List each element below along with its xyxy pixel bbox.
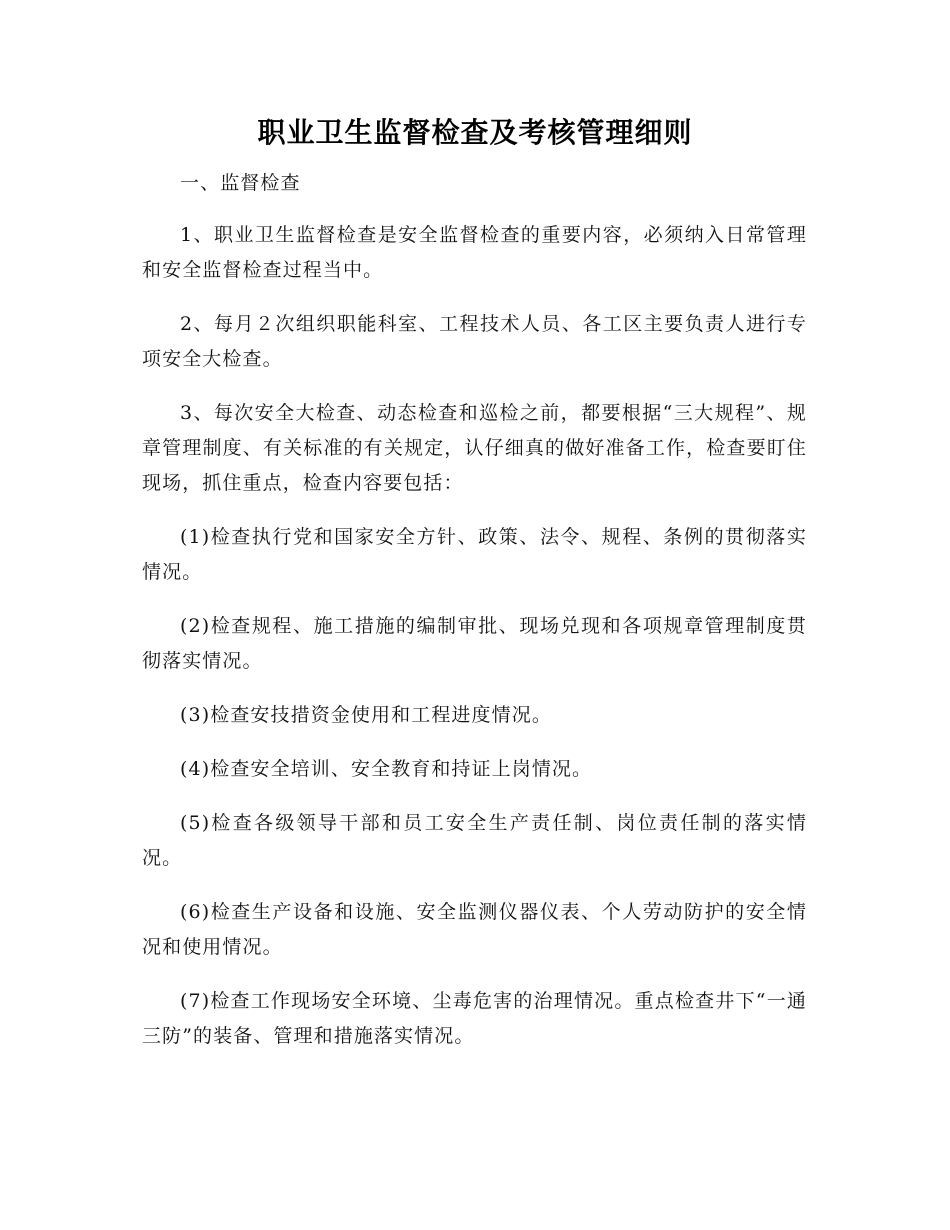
paragraph-subitem-3: (3)检查安技措资金使用和工程进度情况。 (180, 704, 552, 726)
paragraph-subitem-5: (5)检查各级领导干部和员工安全生产责任制、岗位责任制的落实情况。 (142, 812, 807, 869)
document-body (142, 166, 807, 1073)
paragraph-subitem-4: (4)检查安全培训、安全教育和持证上岗情况。 (180, 758, 593, 780)
paragraph-subitem-6: (6)检查生产设备和设施、安全监测仪器仪表、个人劳动防护的安全情况和使用情况。 (142, 901, 807, 958)
document-title: 职业卫生监督检查及考核管理细则 (257, 116, 693, 149)
paragraph-subitem-7: (7)检查工作现场安全环境、尘毒危害的治理情况。重点检查井下“一通三防”的装备、管理和措施落实情况。 (142, 990, 807, 1047)
paragraph-item-1: 1、职业卫生监督检查是安全监督检查的重要内容，必须纳入日常管理和安全监督检查过程当中。 (142, 224, 807, 281)
paragraph-item-2: 2、每月２次组织职能科室、工程技术人员、各工区主要负责人进行专项安全大检查。 (142, 313, 807, 370)
paragraph-subitem-2: (2)检查规程、施工措施的编制审批、现场兑现和各项规章管理制度贯彻落实情况。 (142, 615, 807, 672)
paragraph-item-3: 3、每次安全大检查、动态检查和巡检之前，都要根据“三大规程”、规章管理制度、有关标准的有关规定，认仔细真的做好准备工作，检查要盯住现场，抓住重点，检查内容要包括： (142, 402, 807, 494)
section-heading-supervision: 一、监督检查 (180, 172, 301, 194)
paragraph-subitem-1: (1)检查执行党和国家安全方针、政策、法令、规程、条例的贯彻落实情况。 (142, 526, 807, 583)
